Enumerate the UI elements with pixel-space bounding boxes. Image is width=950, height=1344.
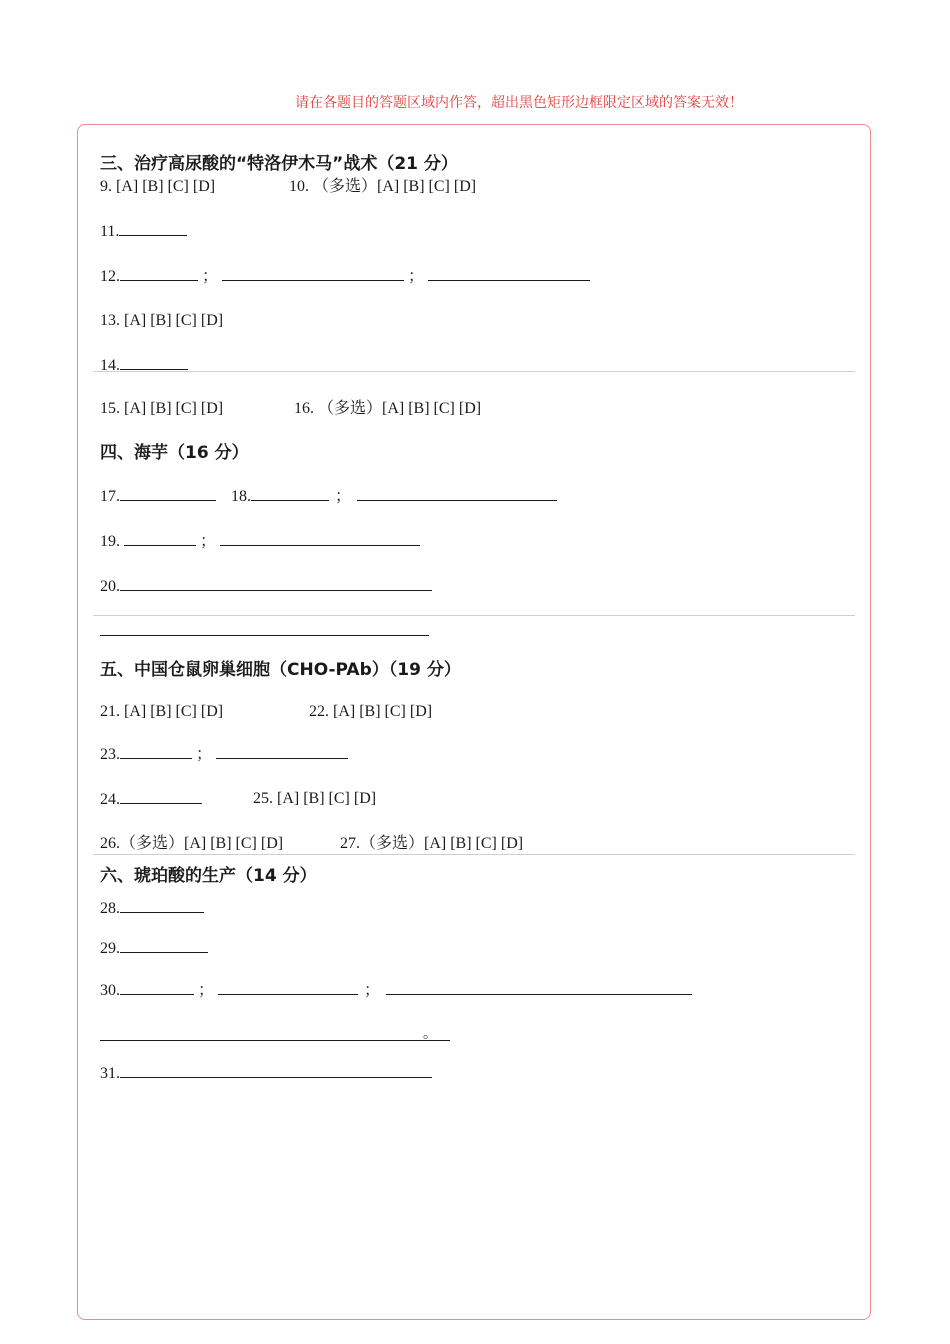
section-heading-5: 五、中国仓鼠卵巢细胞（CHO-PAb）（19 分） <box>100 660 461 680</box>
question-16 <box>294 399 481 419</box>
question-30-label: 30. <box>100 982 120 999</box>
answer-blank[interactable] <box>428 266 590 281</box>
semicolon: ； <box>200 533 217 550</box>
question-9-options[interactable]: 9. [A] [B] [C] [D] <box>100 178 216 195</box>
question-13 <box>100 311 223 331</box>
semicolon: ； <box>198 982 215 999</box>
question-16-options[interactable]: 16. （多选）[A] [B] [C] [D] <box>294 400 482 417</box>
question-17 <box>100 486 216 507</box>
question-27-options[interactable]: 27.（多选）[A] [B] [C] [D] <box>340 835 524 852</box>
question-25 <box>253 789 376 809</box>
section-heading-6: 六、琥珀酸的生产（14 分） <box>100 866 317 886</box>
page-separator <box>93 371 855 372</box>
question-29 <box>100 938 208 959</box>
question-19-label: 19. <box>100 533 124 550</box>
question-14-label: 14. <box>100 357 120 374</box>
question-18 <box>231 486 557 507</box>
answer-blank[interactable] <box>120 1063 432 1078</box>
answer-blank[interactable] <box>120 898 204 913</box>
question-9 <box>100 177 215 197</box>
question-22-options[interactable]: 22. [A] [B] [C] [D] <box>309 703 433 720</box>
semicolon: ； <box>202 268 219 285</box>
answer-blank[interactable] <box>120 980 194 995</box>
question-11 <box>100 221 187 242</box>
answer-blank[interactable] <box>124 531 196 546</box>
question-12 <box>100 266 590 287</box>
question-24 <box>100 789 202 810</box>
question-24-label: 24. <box>100 791 120 808</box>
page-separator <box>93 854 855 855</box>
section-heading-4: 四、海芋（16 分） <box>100 443 249 463</box>
answer-blank[interactable] <box>120 486 216 501</box>
question-31-label: 31. <box>100 1065 120 1082</box>
question-15 <box>100 399 223 419</box>
question-30 <box>100 980 692 1001</box>
question-26-options[interactable]: 26.（多选）[A] [B] [C] [D] <box>100 835 284 852</box>
answer-blank[interactable] <box>120 938 208 953</box>
answer-blank[interactable] <box>220 531 420 546</box>
question-23-label: 23. <box>100 746 120 763</box>
question-19 <box>100 531 420 552</box>
answer-blank[interactable] <box>222 266 404 281</box>
question-18-label: 18. <box>231 488 251 505</box>
answer-blank[interactable] <box>120 576 432 591</box>
answer-blank[interactable] <box>251 486 329 501</box>
question-27 <box>340 834 523 854</box>
answer-blank[interactable] <box>218 980 358 995</box>
question-20-label: 20. <box>100 578 120 595</box>
question-29-label: 29. <box>100 940 120 957</box>
answer-blank[interactable] <box>119 221 187 236</box>
question-21-options[interactable]: 21. [A] [B] [C] [D] <box>100 703 224 720</box>
semicolon: ； <box>408 268 425 285</box>
semicolon: ； <box>196 746 213 763</box>
question-26 <box>100 834 283 854</box>
question-21 <box>100 702 223 722</box>
semicolon: ； <box>364 982 381 999</box>
answer-area-notice: 请在各题目的答题区域内作答，超出黑色矩形边框限定区域的答案无效！ <box>295 96 743 111</box>
answer-blank[interactable] <box>386 980 692 995</box>
question-23 <box>100 744 348 765</box>
question-10-options[interactable]: 10. （多选）[A] [B] [C] [D] <box>289 178 477 195</box>
question-17-label: 17. <box>100 488 120 505</box>
question-15-options[interactable]: 15. [A] [B] [C] [D] <box>100 400 224 417</box>
answer-blank[interactable] <box>120 266 198 281</box>
answer-blank[interactable] <box>120 789 202 804</box>
question-25-options[interactable]: 25. [A] [B] [C] [D] <box>253 790 377 807</box>
answer-blank[interactable] <box>120 744 192 759</box>
question-22 <box>309 702 432 722</box>
question-13-options[interactable]: 13. [A] [B] [C] [D] <box>100 312 224 329</box>
question-28 <box>100 898 204 919</box>
answer-blank[interactable] <box>357 486 557 501</box>
question-31 <box>100 1063 432 1084</box>
question-20 <box>100 576 432 597</box>
section-heading-3: 三、治疗高尿酸的“特洛伊木马”战术（21 分） <box>100 154 458 174</box>
period-mark: 。 <box>423 1027 437 1042</box>
answer-blank[interactable] <box>216 744 348 759</box>
question-11-label: 11. <box>100 223 120 240</box>
question-14 <box>100 355 188 376</box>
answer-line[interactable] <box>100 1040 450 1041</box>
semicolon: ； <box>335 488 352 505</box>
answer-frame <box>77 124 871 1320</box>
page-separator <box>93 615 855 616</box>
question-28-label: 28. <box>100 900 120 917</box>
answer-blank[interactable] <box>120 355 188 370</box>
answer-line[interactable] <box>100 635 429 636</box>
question-10 <box>289 177 476 197</box>
question-12-label: 12. <box>100 268 120 285</box>
